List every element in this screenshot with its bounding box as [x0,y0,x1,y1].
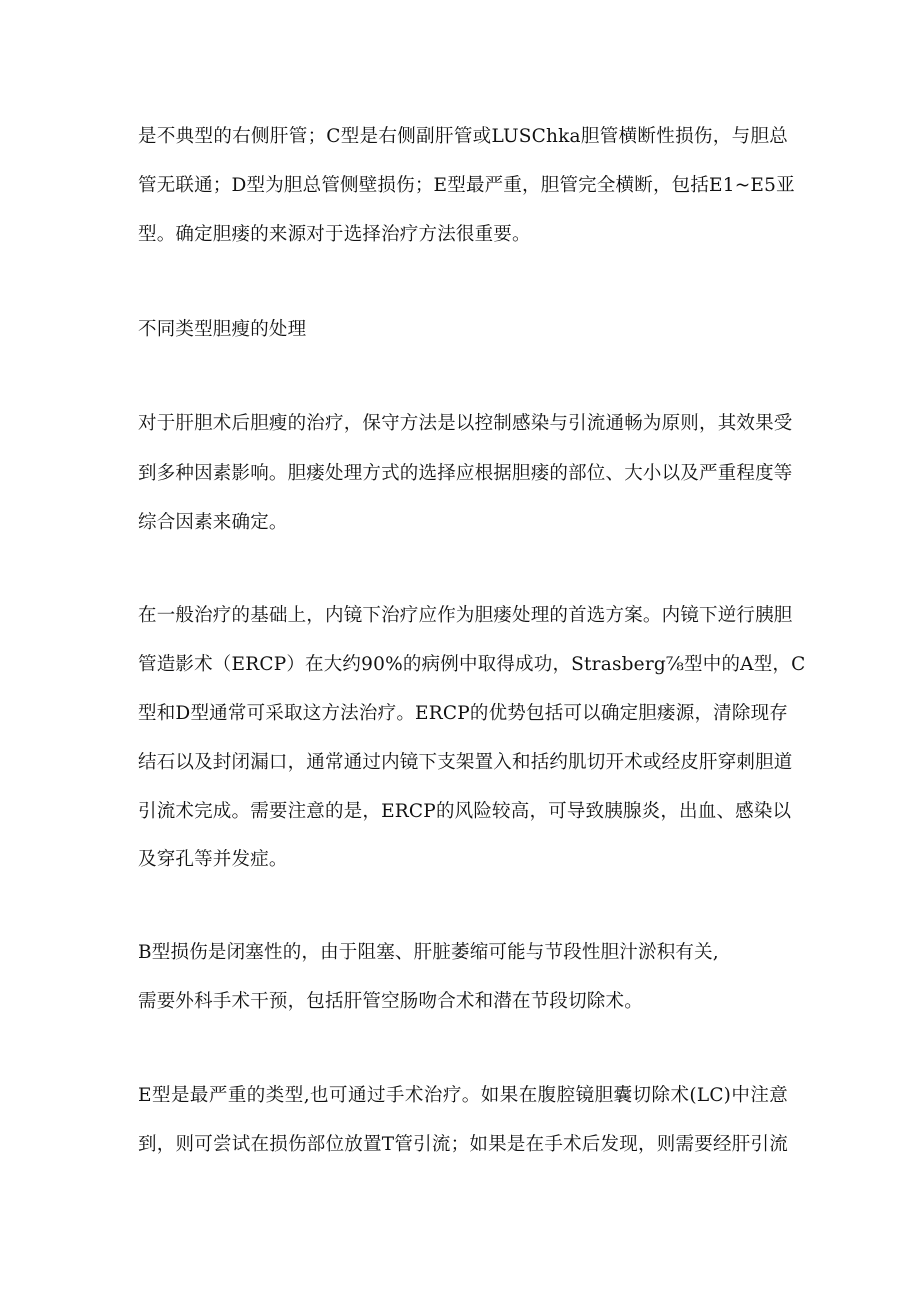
text-line: 综合因素来确定。 [138,512,288,533]
text-line: 型和D型通常可采取这方法治疗。ERCP的优势包括可以确定胆瘘源，清除现存 [138,703,788,724]
text-line: 是不典型的右侧肝管；C型是右侧副肝管或LUSChka胆管横断性损伤，与胆总 [138,126,788,147]
text-line: 到，则可尝试在损伤部位放置T管引流；如果是在手术后发现，则需要经肝引流 [138,1134,788,1155]
text-line: 需要外科手术干预，包括肝管空肠吻合术和潜在节段切除术。 [138,991,643,1012]
text-line: E型是最严重的类型,也可通过手术治疗。如果在腹腔镜胆囊切除术(LC)中注意 [138,1085,788,1106]
text-line: 管造影术（ERCP）在大约90%的病例中取得成功，Strasberg⅞型中的A型，C [138,654,806,675]
text-line: 引流术完成。需要注意的是，ERCP的风险较高，可导致胰腺炎，出血、感染以 [138,801,792,822]
text-line: B型损伤是闭塞性的，由于阻塞、肝脏萎缩可能与节段性胆汁淤积有关, [138,942,719,963]
text-line: 结石以及封闭漏口，通常通过内镜下支架置入和括约肌切开术或经皮肝穿刺胆道 [138,752,793,773]
text-line: 管无联通；D型为胆总管侧壁损伤；E型最严重，胆管完全横断，包括E1~E5亚 [138,175,795,196]
section-heading: 不同类型胆瘦的处理 [138,319,307,340]
text-line: 在一般治疗的基础上，内镜下治疗应作为胆瘘处理的首选方案。内镜下逆行胰胆 [138,605,793,626]
text-line: 到多种因素影响。胆瘘处理方式的选择应根据胆瘘的部位、大小以及严重程度等 [138,463,793,484]
text-line: 对于肝胆术后胆瘦的治疗，保守方法是以控制感染与引流通畅为原则，其效果受 [138,413,793,434]
text-line: 及穿孔等并发症。 [138,849,288,870]
text-line: 型。确定胆瘘的来源对于选择治疗方法很重要。 [138,224,531,245]
